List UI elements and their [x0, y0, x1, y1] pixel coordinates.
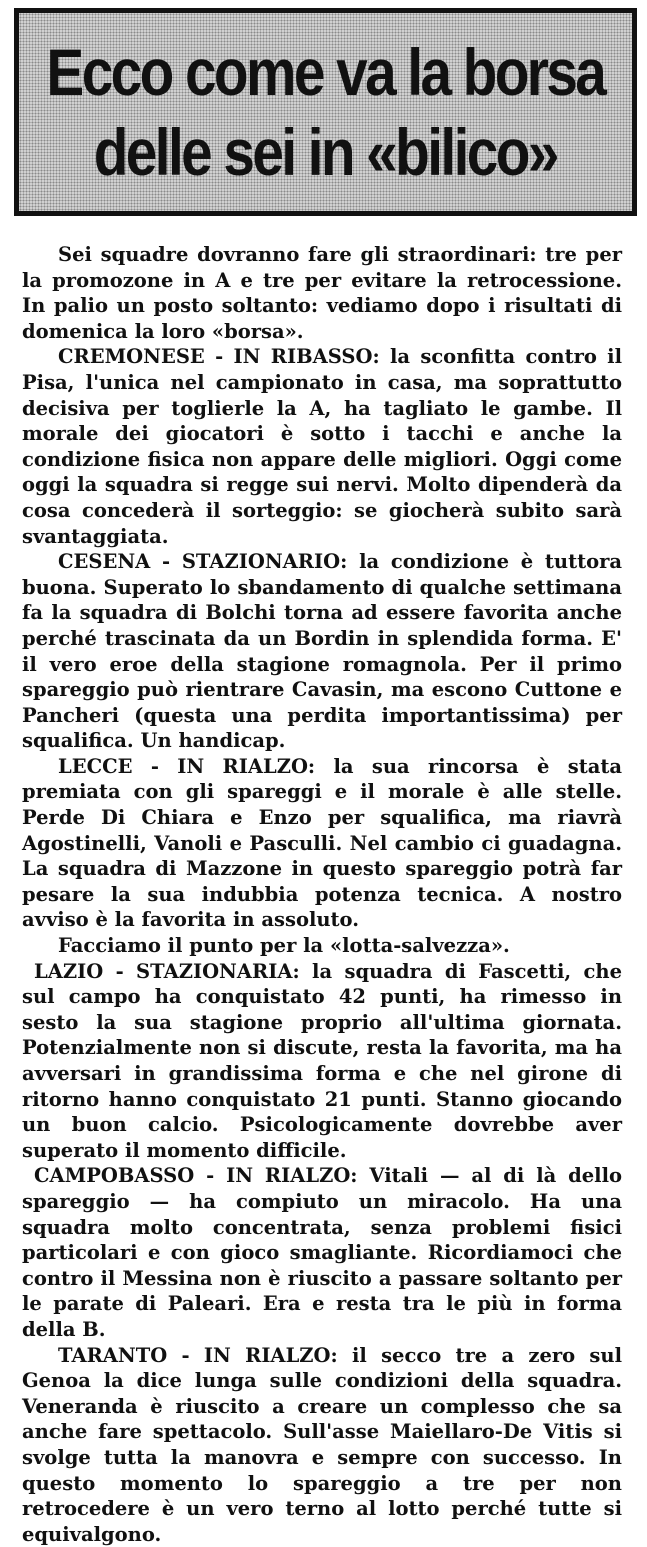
paragraph-text: la squadra di Fascetti, che sul campo ha conquistato 42 punti, ha rimesso in sesto la sua stagione proprio all'ultima giornata. Potenzialmente non si discute, resta la favorita, ma ha avversari in grandissima forma e che nel girone di ritorno hanno conquistato 21 punti. Stanno giocando un buon calcio. Psicologicamente dovrebbe aver superato il momento difficile.	[22, 959, 623, 1162]
headline-line-1: Ecco come va la borsa	[46, 35, 605, 109]
paragraph-text: Facciamo il punto per la «lotta-salvezza».	[58, 934, 510, 958]
paragraph-campobasso	[22, 1163, 622, 1342]
paragraph-text: il secco tre a zero sul Genoa la dice lunga sulle condizioni della squadra. Veneranda è riuscito a creare un complesso che sa anche fare spettacolo. Sull'asse Maiellaro-De Vitis si svolge tutta la manovra e sempre con successo. In questo momento lo spareggio a tre per non retrocedere è un vero terno al lotto perché tutte si equivalgono.	[22, 1343, 622, 1546]
paragraph-text: Vitali — al di là dello spareggio — ha compiuto un miracolo. Ha una squadra molto concentrata, senza problemi fisici particolari e con gioco smagliante. Ricordiamoci che contro il Messina non è riuscito a passare soltanto per le parate di Paleari. Era e resta tra le più in forma della B.	[22, 1164, 622, 1341]
paragraph-lead: CESENA - STAZIONARIO:	[58, 550, 348, 574]
paragraph-lead: TARANTO - IN RIALZO:	[58, 1343, 338, 1367]
paragraph-cremonese	[22, 344, 622, 549]
paragraph-taranto	[22, 1343, 622, 1547]
paragraph-lead: LAZIO - STAZIONARIA:	[34, 959, 300, 983]
paragraph-lead: CREMONESE - IN RIBASSO:	[58, 345, 380, 369]
article-body	[22, 242, 622, 1547]
paragraph-lazio	[22, 959, 622, 1164]
paragraph-text: la condizione è tuttora buona. Superato lo sbandamento di qualche settimana fa la squadra di Bolchi torna ad essere favorita anche perché trascinata da un Bordin in splendida forma. E' il vero eroe della stagione romagnola. Per il primo spareggio può rientrare Cavasin, ma escono Cuttone e Pancheri (questa una perdita importantissima) per squalifica. Un handicap.	[22, 550, 623, 753]
paragraph-cesena	[22, 549, 622, 754]
paragraph-text: la sconfitta contro il Pisa, l'unica nel campionato in casa, ma soprattutto decisiva per toglierle la A, ha tagliato le gambe. Il morale dei giocatori è sotto i tacchi e anche la condizione fisica non appare delle migliori. Oggi come oggi la squadra si regge sui nervi. Molto dipenderà da cosa concederà il sorteggio: se giocherà subito sarà svantaggiata.	[22, 345, 622, 548]
paragraph-lead: CAMPOBASSO - IN RIALZO:	[34, 1164, 358, 1188]
paragraph-lecce	[22, 754, 622, 933]
headline-box	[14, 8, 637, 216]
paragraph-text: Sei squadre dovranno fare gli straordinari: tre per la promozone in A e tre per evitare la retrocessione. In palio un posto soltanto: vediamo dopo i risultati di domenica la loro «borsa».	[22, 243, 622, 343]
paragraph-intro	[22, 242, 622, 344]
paragraph-text: la sua rincorsa è stata premiata con gli spareggi e il morale è alle stelle. Perde Di Chiara e Enzo per squalifica, ma riavrà Agostinelli, Vanoli e Pasculli. Nel cambio ci guadagna. La squadra di Mazzone in questo spareggio potrà far pesare la sua indubbia potenza tecnica. A nostro avviso è la favorita in assoluto.	[22, 754, 622, 932]
paragraph-lead: LECCE - IN RIALZO:	[58, 754, 316, 778]
headline-line-2: delle sei in «bilico»	[93, 115, 558, 189]
paragraph-lotta-salvezza	[22, 933, 622, 959]
